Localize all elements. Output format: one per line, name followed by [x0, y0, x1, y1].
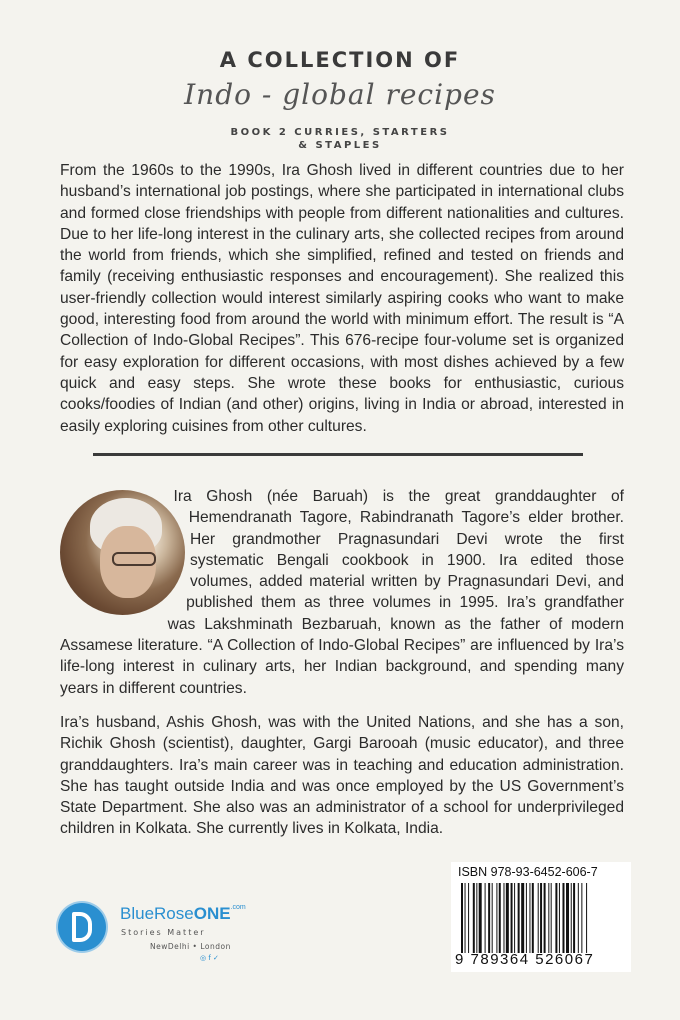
barcode-bar — [492, 883, 493, 953]
barcode-bar — [562, 883, 564, 953]
barcode-bar — [521, 883, 524, 953]
barcode-bar — [566, 883, 569, 953]
series-title: A COLLECTION OF — [219, 48, 461, 72]
barcode-bar — [538, 883, 539, 953]
isbn-label: ISBN 978-93-6452-606-7 — [458, 865, 598, 879]
isbn-barcode — [451, 862, 631, 972]
publisher-tagline: Stories Matter — [121, 928, 206, 937]
script-title: Indo - global recipes — [184, 78, 496, 111]
barcode-bar — [529, 883, 530, 953]
barcode-bar — [532, 883, 534, 953]
barcode-bar — [544, 883, 546, 953]
barcode-bar — [511, 883, 513, 953]
barcode-bar — [586, 883, 587, 953]
barcode-bar — [503, 883, 504, 953]
barcode-bar — [485, 883, 486, 953]
barcode-bar — [555, 883, 557, 953]
publisher-name-part2: ONE — [193, 904, 231, 923]
barcode-bar — [548, 883, 549, 953]
publisher-name-part1: BlueRose — [120, 904, 194, 923]
barcode-bar — [571, 883, 572, 953]
barcode-bar — [468, 883, 469, 953]
bluerose-logo-icon — [58, 903, 106, 951]
subtitle-line-2: & STAPLES — [298, 140, 382, 151]
subtitle-line-1: BOOK 2 CURRIES, STARTERS — [230, 127, 450, 138]
barcode-bar — [476, 883, 477, 953]
publisher-locations: NewDelhi • London — [150, 942, 231, 951]
barcode-bar — [573, 883, 575, 953]
barcode-bar — [506, 883, 509, 953]
divider — [93, 453, 583, 456]
barcode-bars — [459, 883, 623, 953]
barcode-bar — [473, 883, 475, 953]
barcode-bar — [514, 883, 515, 953]
barcode-digits: 9 789364 526067 — [455, 951, 595, 968]
barcode-bar — [488, 883, 490, 953]
barcode-bar — [578, 883, 579, 953]
book-subtitle — [0, 126, 680, 152]
publisher-com: .com — [230, 904, 246, 911]
barcode-bar — [499, 883, 501, 953]
barcode-bar — [518, 883, 520, 953]
barcode-bar — [581, 883, 582, 953]
barcode-bar — [559, 883, 560, 953]
author-bio-text: Ira Ghosh (née Baruah) is the great granddaughter of Hemendranath Tagore, Rabindranath Tagore’s elder brother. Her grandmother Pragnasundari Devi wrote the first systematic Bengali cookbook in 1900. Ira edited those volumes, added material written by Pragnasundari Devi, and published them as three volumes in 1995. Ira’s grandfather was Lakshminath Bezbaruah, known as the father of modern Assamese literature. “A Collection of Indo-Global Recipes” are influenced by Ira’s life-long interest in culinary arts, her Indian background, and spending many years in different countries. — [60, 488, 624, 697]
barcode-bar — [551, 883, 552, 953]
author-bio — [60, 486, 624, 699]
barcode-bar — [461, 883, 463, 953]
publisher-name — [120, 904, 246, 924]
intro-paragraph: From the 1960s to the 1990s, Ira Ghosh lived in different countries due to her husband’s international job postings, where she participated in international clubs and formed close friendships with people from different nationalities and cultures. Due to her life-long interest in the culinary arts, she collected recipes from around the world from friends, which she simplified, refined and tested on friends and family (receiving enthusiastic responses and encouragement). She realized this user-friendly collection would interest similarly aspiring cooks who want to make good, interesting food from around the world with minimum effort. The result is “A Collection of Indo-Global Recipes”. This 676-recipe four-volume set is organized for easy exploration for different occasions, with most dishes achieved by a few quick and easy steps. She wrote these books for enthusiastic, curious cooks/foodies of Indian (and other) origins, living in India or abroad, interested in easily exploring cuisines from other cultures. — [60, 162, 624, 435]
barcode-bar — [465, 883, 466, 953]
barcode-bar — [540, 883, 542, 953]
barcode-bar — [496, 883, 497, 953]
barcode-bar — [479, 883, 482, 953]
barcode-bar — [526, 883, 527, 953]
social-icons: ◎ f ✓ — [200, 954, 219, 962]
author-family-paragraph: Ira’s husband, Ashis Ghosh, was with the United Nations, and she has a son, Richik Ghosh (scientist), daughter, Gargi Barooah (music educator), and three granddaughters. Ira’s main career was in teaching and education administration. She has taught outside India and was once employed by the US Government’s State Department. She also was an administrator of a school for underprivileged children in Kolkata. She currently lives in Kolkata, India. — [60, 714, 624, 838]
